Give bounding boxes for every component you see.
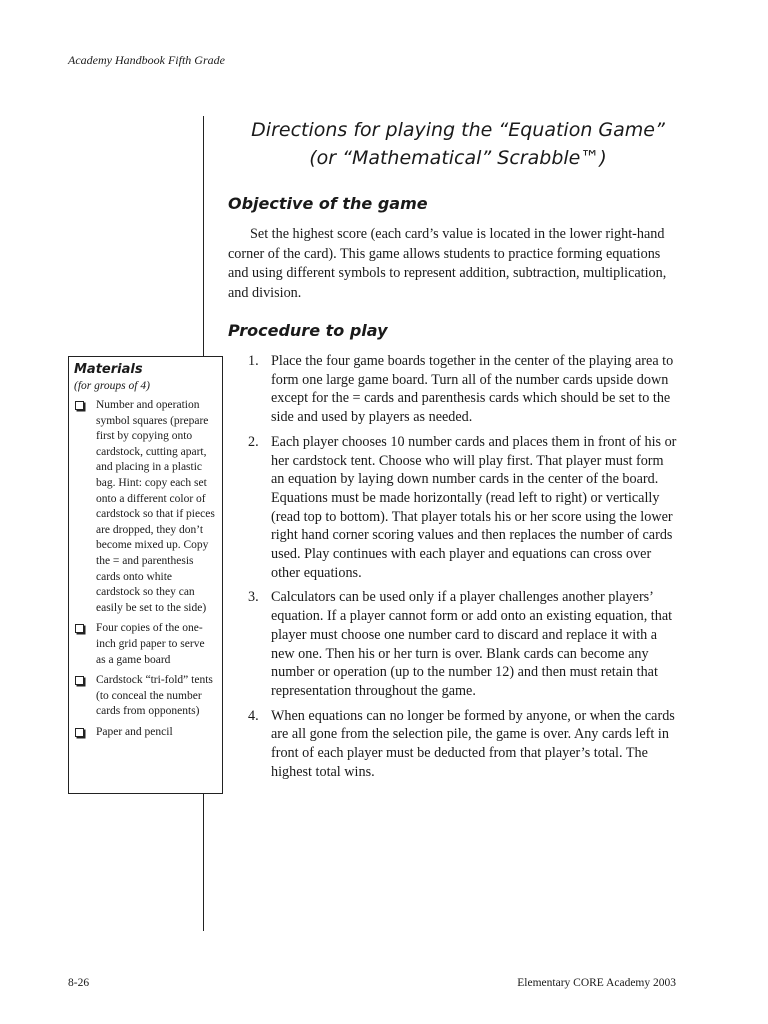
procedure-step	[242, 433, 678, 583]
checkbox-icon	[75, 624, 84, 633]
checkbox-icon	[75, 676, 84, 685]
materials-item	[74, 398, 216, 616]
checkbox-icon	[75, 728, 84, 737]
materials-list	[74, 398, 216, 740]
step-number: 4.	[248, 707, 259, 724]
materials-item-text: Number and operation symbol squares (prepare first by copying onto cardstock, cutting apart, and placing in a plastic bag. Hint: copy each set onto a different color of cardstock so that if pieces are dropped, they don’t become mixed up. Copy the = and parenthesis cards onto white cardstock so they can easily be set to the side)	[96, 399, 215, 614]
procedure-list	[242, 352, 678, 787]
page-title	[228, 116, 688, 172]
procedure-step	[242, 352, 678, 427]
step-number: 2.	[248, 433, 259, 450]
materials-title: Materials	[74, 362, 143, 377]
page-title-line-2: (or “Mathematical” Scrabble™)	[309, 147, 607, 169]
materials-item	[74, 725, 216, 741]
materials-item	[74, 673, 216, 720]
objective-heading: Objective of the game	[228, 194, 428, 213]
materials-item-text: Cardstock “tri-fold” tents (to conceal the number cards from opponents)	[96, 674, 213, 718]
step-text: Calculators can be used only if a player challenges another players’ equation. If a player cannot form or add onto an existing equation, that player must choose one number card to discard and replace it with a new one. Then his or her turn is over. Blank cards can become any number or operation (up to the number 12) and then must retain that representation throughout the game.	[271, 589, 673, 699]
materials-item	[74, 621, 216, 668]
procedure-step	[242, 707, 678, 782]
materials-sidebar	[68, 356, 223, 794]
objective-paragraph: Set the highest score (each card’s value is located in the lower right-hand corner of the card). This game allows students to practice forming equations and using different symbols to represent addition, subtraction, multiplication, and division.	[228, 226, 667, 301]
procedure-step	[242, 588, 678, 700]
step-text: Each player chooses 10 number cards and places them in front of his or her cardstock tent. Choose who will play first. That player must form an equation by laying down number cards in the center of the board. Equations must be made horizontally (read left to right) or vertically (read top to bottom). That player totals his or her score using the lower right hand corner scoring values and then replaces the number of cards used. Play continues with each player and equations can cross over other equations.	[271, 433, 677, 581]
step-number: 1.	[248, 353, 259, 369]
step-text: When equations can no longer be formed by anyone, or when the cards are all gone from the selection pile, the game is over. Any cards left in front of each player must be deducted from that player’s total. The highest total wins.	[271, 707, 675, 780]
running-header: Academy Handbook Fifth Grade	[68, 53, 225, 67]
step-number: 3.	[248, 589, 259, 606]
materials-item-text: Paper and pencil	[96, 725, 173, 738]
checkbox-icon	[75, 401, 84, 410]
step-text: Place the four game boards together in the center of the playing area to form one large game board. Turn all of the number cards upside down except for the = cards and parenthesis cards which should be set to the side and used by players as needed.	[271, 353, 674, 426]
materials-item-text: Four copies of the one-inch grid paper to serve as a game board	[96, 622, 205, 666]
page-title-line-1: Directions for playing the “Equation Game”	[251, 119, 665, 141]
page-number: 8-26	[68, 977, 90, 989]
footer-publisher: Elementary CORE Academy 2003	[517, 977, 676, 989]
materials-subtitle: (for groups of 4)	[74, 380, 150, 392]
procedure-heading: Procedure to play	[228, 321, 388, 340]
